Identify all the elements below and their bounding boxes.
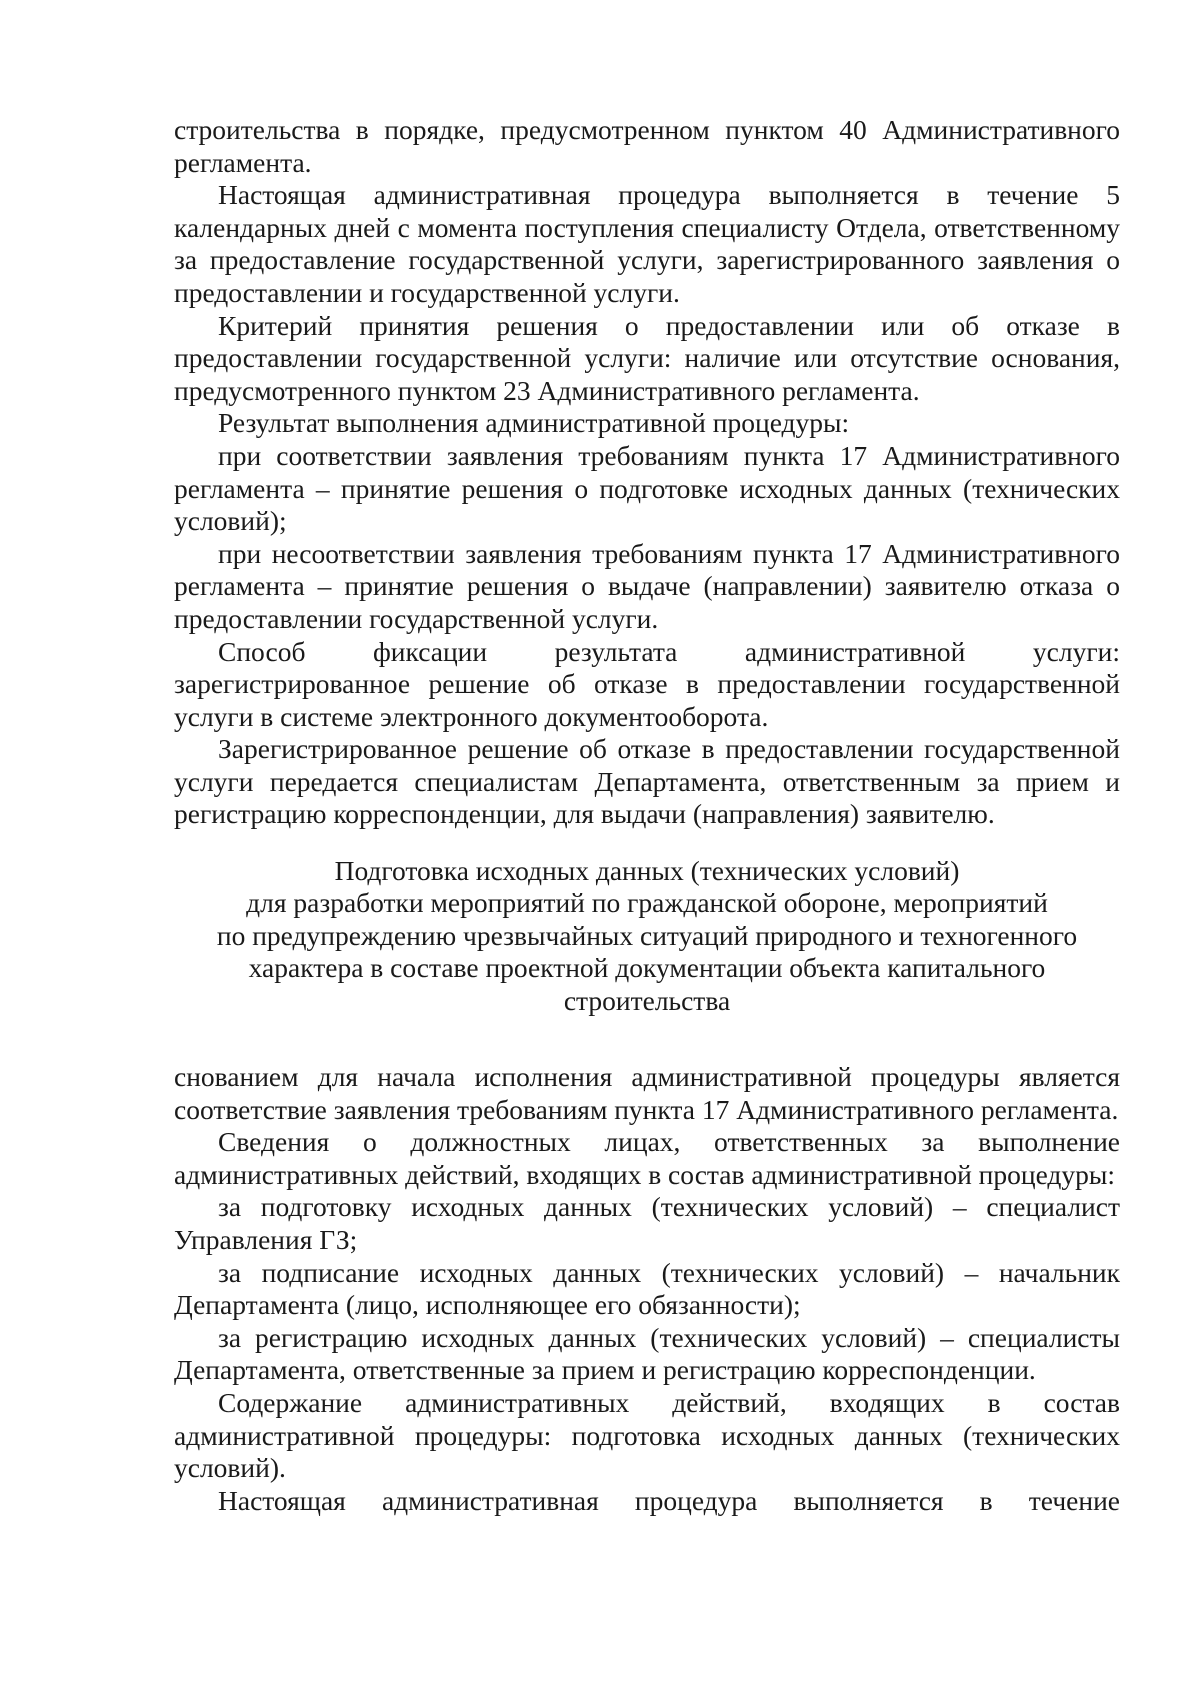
paragraph: при соответствии заявления требованиям пункта 17 Административного регламента – принятие решения о подготовке исходных данных (технических условий); <box>174 439 1120 537</box>
paragraph: Сведения о должностных лицах, ответственных за выполнение административных действий, входящих в состав административной процедуры: <box>174 1126 1120 1190</box>
paragraph: снованием для начала исполнения административной процедуры является соответствие заявления требованиям пункта 17 Административного регламента. <box>174 1061 1120 1125</box>
heading-line: строительства <box>563 984 731 1016</box>
paragraph: при несоответствии заявления требованиям пункта 17 Административного регламента – принятие решения о выдаче (направлении) заявителю отказа о предоставлении государственной услуги. <box>174 537 1120 634</box>
document-body-top <box>174 114 1120 831</box>
paragraph: Критерий принятия решения о предоставлении или об отказе в предоставлении государственной услуги: наличие или отсутствие основания, предусмотренного пунктом 23 Административного регламента. <box>174 309 1120 406</box>
paragraph: Результат выполнения административной процедуры: <box>218 407 850 439</box>
paragraph: Настоящая административная процедура выполняется в течение <box>218 1484 1120 1516</box>
paragraph: Содержание административных действий, входящих в состав административной процедуры: подготовка исходных данных (технических условий). <box>174 1387 1120 1484</box>
document-page <box>174 114 1120 1517</box>
paragraph: Зарегистрированное решение об отказе в предоставлении государственной услуги передается специалистам Департамента, ответственным за прием и регистрацию корреспонденции, для выдачи (направления) заявителю. <box>174 733 1120 830</box>
paragraph: за подготовку исходных данных (технических условий) – специалист Управления ГЗ; <box>174 1191 1120 1256</box>
heading-line: Подготовка исходных данных (технических условий) <box>334 855 960 887</box>
paragraph: Настоящая административная процедура выполняется в течение 5 календарных дней с момента поступления специалисту Отдела, ответственному за предоставление государственной услуги, зарегистрированного заявления о предоставлении и государственной услуги. <box>174 179 1120 308</box>
heading-line: для разработки мероприятий по гражданской обороне, мероприятий <box>246 887 1048 919</box>
heading-line: по предупреждению чрезвычайных ситуаций природного и техногенного <box>216 919 1078 951</box>
paragraph: за регистрацию исходных данных (технических условий) – специалисты Департамента, ответственные за прием и регистрацию корреспонденции. <box>174 1321 1120 1386</box>
paragraph: строительства в порядке, предусмотренном пунктом 40 Административного регламента. <box>174 114 1120 178</box>
section-heading <box>174 855 1120 1017</box>
paragraph: за подписание исходных данных (технических условий) – начальник Департамента (лицо, исполняющее его обязанности); <box>174 1256 1120 1321</box>
paragraph: Способ фиксации результата административной услуги: зарегистрированное решение об отказе в предоставлении государственной услуги в системе электронного документооборота. <box>174 635 1120 732</box>
heading-line: характера в составе проектной документации объекта капитального <box>248 952 1046 984</box>
document-body-bottom <box>174 1061 1120 1517</box>
